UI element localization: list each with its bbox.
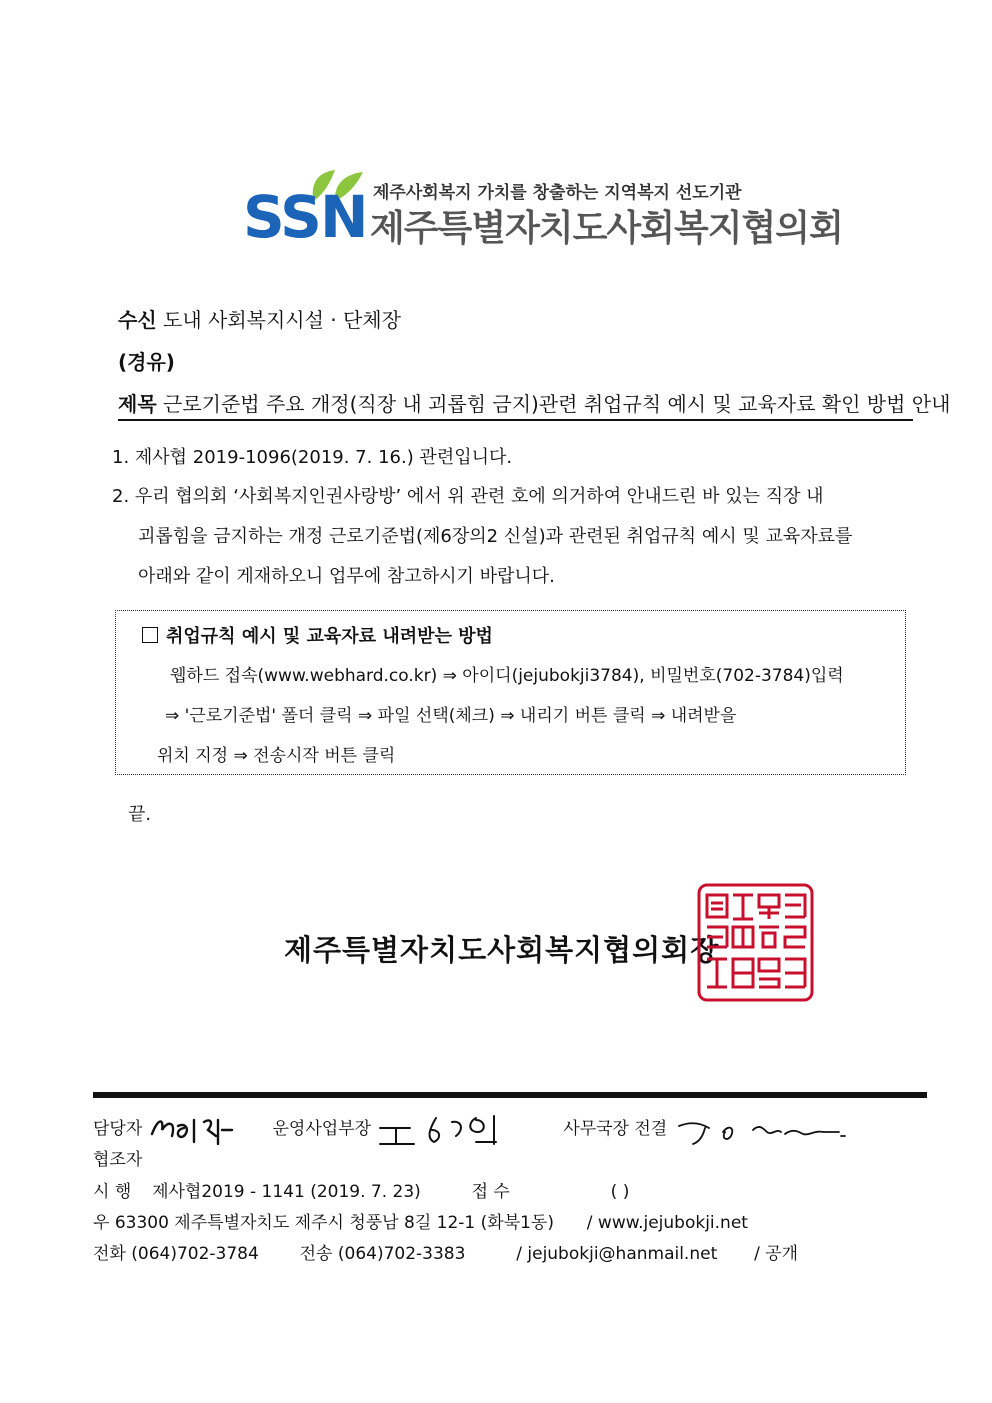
checkbox-square-icon bbox=[142, 627, 158, 643]
body-paragraph-1: 1. 제사협 2019-1096(2019. 7. 16.) 관련입니다. bbox=[112, 447, 513, 468]
enforce-label: 시 행 bbox=[93, 1182, 132, 1202]
staff-label: 담당자 bbox=[93, 1119, 143, 1139]
subject-divider bbox=[118, 419, 913, 421]
contact-row bbox=[93, 1239, 798, 1264]
postal-address: 우 63300 제주특별자치도 제주시 청풍남 8길 12-1 (화북1동) bbox=[93, 1213, 554, 1233]
receipt-value: ( ) bbox=[610, 1182, 630, 1202]
official-seal-icon bbox=[697, 883, 814, 1002]
recipient-row bbox=[118, 304, 401, 333]
via-label: (경유) bbox=[118, 350, 175, 374]
signer-title: 제주특별자치도사회복지협의회장 bbox=[284, 933, 720, 967]
staff-signature-icon bbox=[148, 1112, 248, 1146]
enforce-value: 제사협2019 - 1141 (2019. 7. 23) bbox=[152, 1182, 421, 1202]
instructions-title bbox=[142, 622, 493, 648]
end-mark: 끝. bbox=[128, 804, 152, 825]
logo-slogan: 제주사회복지 가치를 창출하는 지역복지 선도기관 bbox=[373, 183, 742, 203]
logo-org-name: 제주특별자치도사회복지협의회 bbox=[370, 208, 843, 249]
instructions-line-1: 웹하드 접속(www.webhard.co.kr) ⇒ 아이디(jejubokji3784), 비밀번호(702-3784)입력 bbox=[170, 666, 844, 686]
body-paragraph-2-line-3: 아래와 같이 게재하오니 업무에 참고하시기 바랍니다. bbox=[138, 566, 555, 587]
manager-label: 운영사업부장 bbox=[272, 1119, 372, 1139]
director-label: 사무국장 전결 bbox=[563, 1119, 668, 1139]
subject-value: 근로기준법 주요 개정(직장 내 괴롭힘 금지)관련 취업규칙 예시 및 교육자료 확인 방법 안내 bbox=[163, 392, 951, 416]
instructions-line-3: 위치 지정 ⇒ 전송시작 버튼 클릭 bbox=[157, 746, 396, 766]
footer-divider bbox=[93, 1092, 927, 1098]
address-row bbox=[93, 1208, 748, 1233]
approval-row bbox=[93, 1112, 863, 1146]
cooperator-label: 협조자 bbox=[93, 1150, 143, 1170]
subject-label: 제목 bbox=[118, 392, 157, 416]
website-link[interactable]: / www.jejubokji.net bbox=[586, 1213, 748, 1233]
logo-ssn-text: SSN bbox=[243, 183, 367, 251]
via-row bbox=[118, 346, 175, 375]
subject-row bbox=[118, 388, 950, 417]
email-link[interactable]: / jejubokji@hanmail.net bbox=[516, 1244, 718, 1264]
disclosure-status: / 공개 bbox=[754, 1244, 799, 1264]
instructions-title-text: 취업규칙 예시 및 교육자료 내려받는 방법 bbox=[166, 626, 493, 647]
enforcement-row bbox=[93, 1177, 629, 1202]
instructions-line-2: ⇒ '근로기준법' 폴더 클릭 ⇒ 파일 선택(체크) ⇒ 내리기 버튼 클릭 ⇒ 내려받을 bbox=[165, 706, 737, 726]
body-paragraph-2-line-1: 2. 우리 협의회 ‘사회복지인권사랑방’ 에서 위 관련 호에 의거하여 안내드린 바 있는 직장 내 bbox=[112, 486, 824, 507]
director-signature-icon bbox=[673, 1112, 863, 1146]
recipient-value: 도내 사회복지시설 · 단체장 bbox=[163, 308, 401, 332]
phone-number: 전화 (064)702-3784 bbox=[93, 1244, 259, 1264]
fax-number: 전송 (064)702-3383 bbox=[299, 1244, 466, 1264]
manager-signature-icon bbox=[376, 1112, 546, 1146]
recipient-label: 수신 bbox=[118, 308, 157, 332]
body-paragraph-2-line-2: 괴롭힘을 금지하는 개정 근로기준법(제6장의2 신설)과 관련된 취업규칙 예시 및 교육자료를 bbox=[138, 526, 853, 547]
receipt-label: 접 수 bbox=[471, 1182, 510, 1202]
